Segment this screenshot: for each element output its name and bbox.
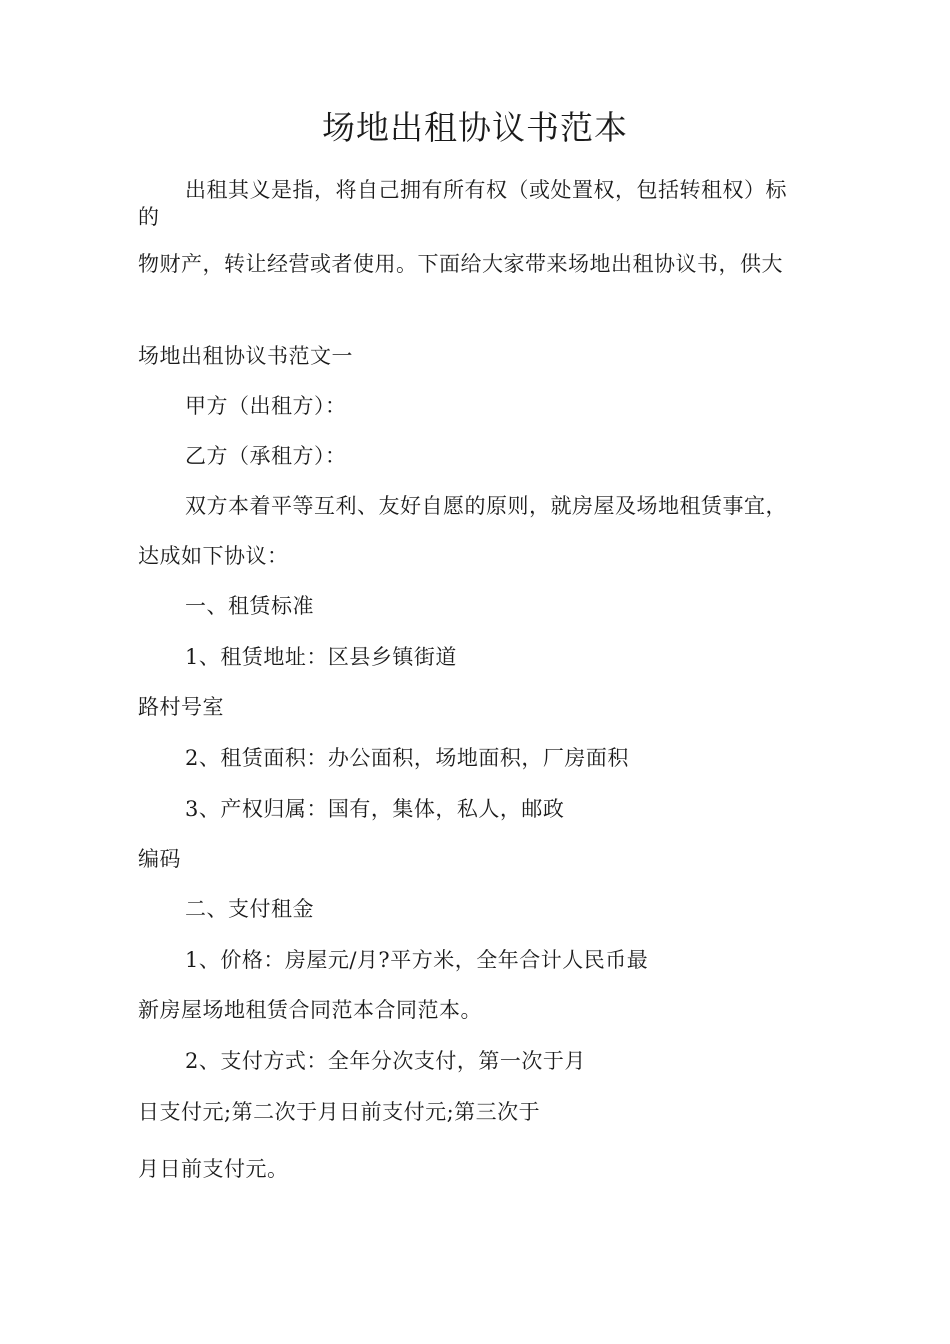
clause-1-1: 1、租赁地址：区县乡镇街道 [185, 645, 457, 669]
principle-line-1: 双方本着平等互利、友好自愿的原则，就房屋及场地租赁事宜， [185, 494, 787, 518]
clause-2-1: 1、价格：房屋元/月?平方米，全年合计人民币最 [185, 948, 649, 972]
party-a-line: 甲方（出租方）： [185, 394, 347, 418]
clause-2-2-cont-2: 月日前支付元。 [138, 1157, 289, 1181]
intro-line-2: 的 [138, 205, 160, 229]
clause-2-2-cont-1: 日支付元;第二次于月日前支付元;第三次于 [138, 1100, 541, 1124]
intro-line-1: 出租其义是指，将自己拥有所有权（或处置权，包括转租权）标 [185, 178, 787, 202]
party-b-line: 乙方（承租方）： [185, 444, 347, 468]
intro-line-3: 物财产，转让经营或者使用。下面给大家带来场地出租协议书，供大 [138, 252, 783, 276]
principle-line-2: 达成如下协议： [138, 544, 289, 568]
clause-heading-1: 一、租赁标准 [185, 594, 314, 618]
clause-2-1-cont: 新房屋场地租赁合同范本合同范本。 [138, 998, 482, 1022]
clause-1-1-cont: 路村号室 [138, 695, 224, 719]
clause-1-2: 2、租赁面积：办公面积，场地面积，厂房面积 [185, 746, 629, 770]
section-heading: 场地出租协议书范文一 [138, 344, 353, 368]
clause-1-3: 3、产权归属：国有，集体，私人，邮政 [185, 797, 565, 821]
clause-heading-2: 二、支付租金 [185, 897, 314, 921]
clause-2-2: 2、支付方式：全年分次支付，第一次于月 [185, 1049, 586, 1073]
document-title: 场地出租协议书范本 [322, 108, 628, 147]
clause-1-3-cont: 编码 [138, 847, 181, 871]
